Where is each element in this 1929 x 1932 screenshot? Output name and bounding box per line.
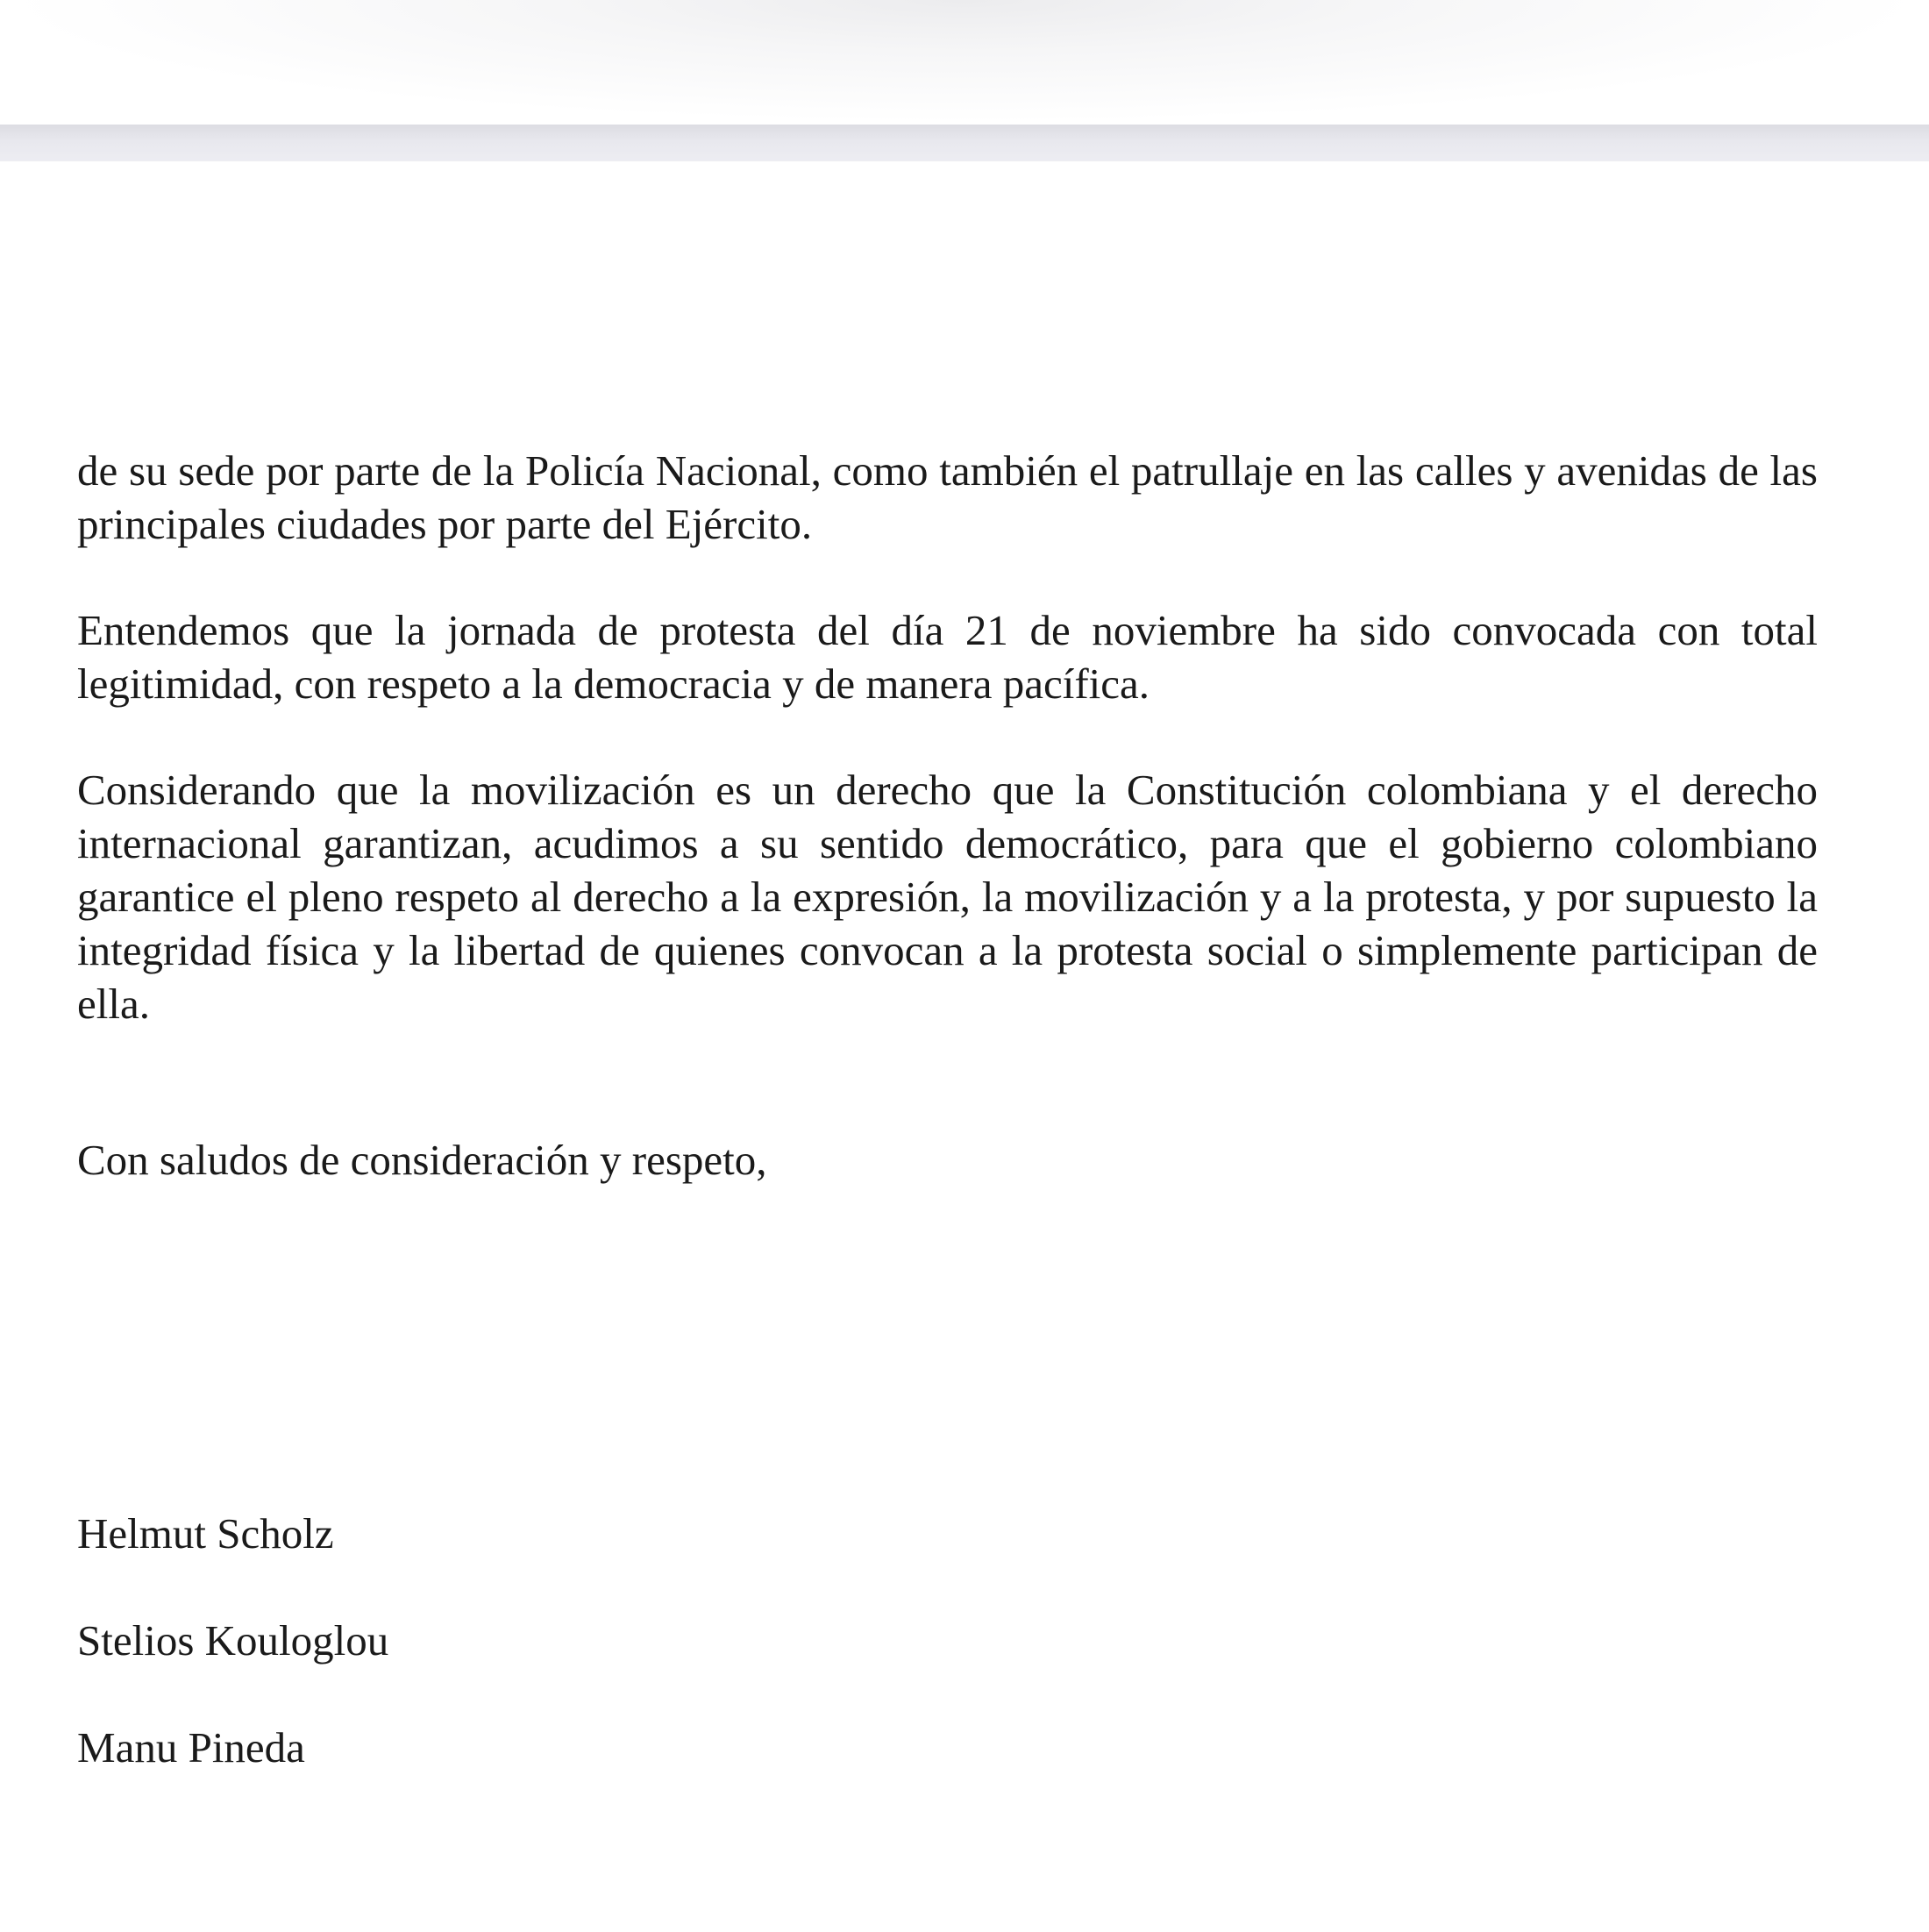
paragraph-protest-legitimacy: Entendemos que la jornada de protesta del día 21 de noviembre ha sido convocada con total legitimidad, con respeto a la democracia y de manera pacífica.	[77, 606, 1818, 708]
paragraph-police-army: de su sede por parte de la Policía Nacional, como también el patrullaje en las calles y avenidas de las principales ciudades por parte del Ejército.	[77, 446, 1818, 548]
signatory-name: Manu Pineda	[77, 1723, 305, 1772]
page-separator-bar	[0, 125, 1929, 162]
closing-salutation: Con saludos de consideración y respeto,	[77, 1136, 767, 1184]
signatory-name: Stelios Kouloglou	[77, 1616, 389, 1665]
letter-body	[77, 444, 1818, 1030]
signatory-name: Helmut Scholz	[77, 1509, 334, 1558]
viewer-top-shade	[0, 0, 1929, 123]
paragraph-right-to-protest: Considerando que la movilización es un derecho que la Constitución colombiana y el derecho internacional garantizan, acudimos a su sentido democrático, para que el gobierno colombiano garantice el pleno respeto al derecho a la expresión, la movilización y a la protesta, y por supuesto la integridad física y la libertad de quienes convocan a la protesta social o simplemente participan de ella.	[77, 766, 1818, 1028]
signatories-list	[77, 1507, 388, 1828]
